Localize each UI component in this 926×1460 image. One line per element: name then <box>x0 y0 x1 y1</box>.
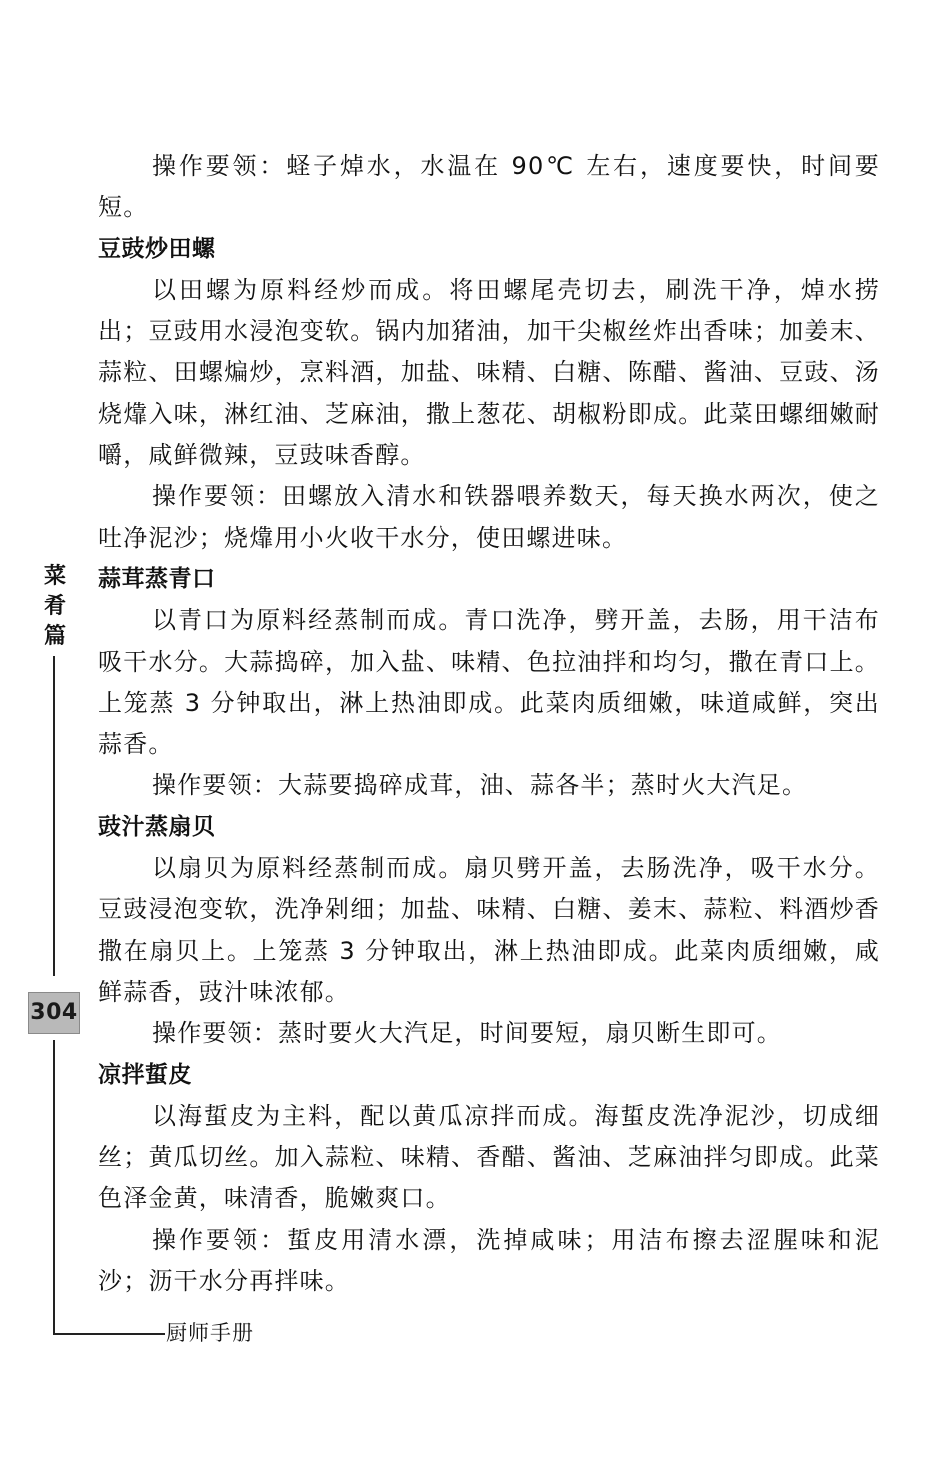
section-side-label <box>40 562 70 652</box>
side-label-char: 肴 <box>43 594 66 619</box>
paragraph: 以田螺为原料经炒而成。将田螺尾壳切去，刷洗干净，焯水捞出；豆豉用水浸泡变软。锅内加猪油，加干尖椒丝炸出香味；加姜末、蒜粒、田螺煸炒，烹料酒，加盐、味精、白糖、陈醋、酱油、豆豉、汤烧㸆入味，淋红油、芝麻油，撒上葱花、胡椒粉即成。此菜田螺细嫩耐嚼，咸鲜微辣，豆豉味香醇。 <box>98 275 880 470</box>
paragraph: 以青口为原料经蒸制而成。青口洗净，劈开盖，去肠，用干洁布吸干水分。大蒜捣碎，加入盐、味精、色拉油拌和均匀，撒在青口上。上笼蒸 3 分钟取出，淋上热油即成。此菜肉质细嫩，味道咸鲜，突出蒜香。 <box>98 606 880 759</box>
book-title-footer: 厨师手册 <box>166 1321 254 1345</box>
paragraph: 操作要领：田螺放入清水和铁器喂养数天，每天换水两次，使之吐净泥沙；烧㸆用小火收干水分，使田螺进味。 <box>98 482 880 552</box>
paragraph: 操作要领：蜇皮用清水漂，洗掉咸味；用洁布擦去涩腥味和泥沙；沥干水分再拌味。 <box>98 1225 880 1296</box>
side-label-char: 菜 <box>43 564 66 589</box>
recipe-title: 豉汁蒸扇贝 <box>98 813 216 840</box>
paragraph: 操作要领：蒸时要火大汽足，时间要短，扇贝断生即可。 <box>152 1019 782 1048</box>
paragraph: 以海蜇皮为主料，配以黄瓜凉拌而成。海蜇皮洗净泥沙，切成细丝；黄瓜切丝。加入蒜粒、味精、香醋、酱油、芝麻油拌匀即成。此菜色泽金黄，味清香，脆嫩爽口。 <box>98 1101 880 1213</box>
footer-rule <box>53 1333 165 1335</box>
paragraph: 操作要领：大蒜要捣碎成茸，油、蒜各半；蒸时火大汽足。 <box>152 771 808 800</box>
paragraph: 以扇贝为原料经蒸制而成。扇贝劈开盖，去肠洗净，吸干水分。豆豉浸泡变软，洗净剁细；加盐、味精、白糖、姜末、蒜粒、料酒炒香撒在扇贝上。上笼蒸 3 分钟取出，淋上热油即成。此菜肉质细嫩，咸鲜蒜香，豉汁味浓郁。 <box>98 854 880 1006</box>
recipe-title: 蒜茸蒸青口 <box>98 565 216 592</box>
recipe-title: 凉拌蜇皮 <box>98 1061 192 1088</box>
recipe-title: 豆豉炒田螺 <box>98 235 216 262</box>
paragraph: 操作要领：蛏子焯水，水温在 90℃ 左右，速度要快，时间要短。 <box>98 152 880 222</box>
page-number: 304 <box>28 992 80 1034</box>
side-label-char: 篇 <box>43 624 66 649</box>
page-body <box>98 146 880 1302</box>
margin-rule-bottom <box>53 1040 55 1334</box>
margin-rule-top <box>53 656 55 976</box>
